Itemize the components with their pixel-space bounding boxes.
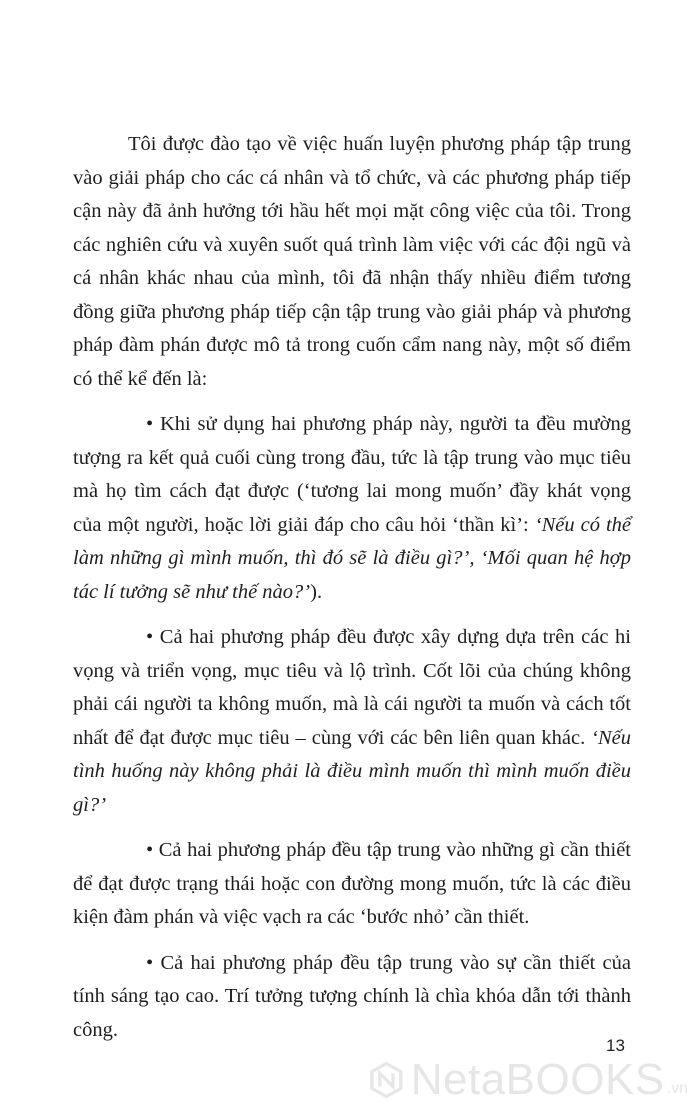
paragraph-intro: Tôi được đào tạo về việc huấn luyện phương pháp tập trung vào giải pháp cho các cá nhân và tổ chức, và các phương pháp tiếp cận này đã ảnh hưởng tới hầu hết mọi mặt công việc của tôi. Trong các nghiên cứu và xuyên suốt quá trình làm việc với các đội ngũ và cá nhân khác nhau của mình, tôi đã nhận thấy nhiều điểm tương đồng giữa phương pháp tiếp cận tập trung vào giải pháp và phương pháp đàm phán được mô tả trong cuốn cẩm nang này, một số điểm có thể kể đến là: [73,133,631,390]
bullet-2-italic-quote: ‘Nếu tình huống này không phải là điều mình muốn thì mình muốn điều gì?’ [73,726,631,816]
bullet-1-italic-quote: ‘Nếu có thể làm những gì mình muốn, thì đó sẽ là điều gì?’, ‘Mối quan hệ hợp tác lí tưởng sẽ như thế nào?’ [73,513,631,603]
bullet-paragraph-3: • Cả hai phương pháp đều tập trung vào những gì cần thiết để đạt được trạng thái hoặc con đường mong muốn, tức là các điều kiện đàm phán và việc vạch ra các ‘bước nhỏ’ cần thiết. [73,839,631,928]
bullet-1-tail: ). [310,580,323,603]
watermark [368,1050,688,1110]
page-body [73,128,631,1059]
netabooks-logo-icon [368,1052,405,1108]
bullet-paragraph-4: • Cả hai phương pháp đều tập trung vào sự cần thiết của tính sáng tạo cao. Trí tưởng tượng chính là chìa khóa dẫn tới thành công. [73,951,631,1041]
bullet-paragraph-2 [73,621,631,822]
bullet-1-text: • Khi sử dụng hai phương pháp này, người ta đều mường tượng ra kết quả cuối cùng trong đầu, tức là tập trung vào mục tiêu mà họ tìm cách đạt được (‘tương lai mong muốn’ đầy khát vọng của một người, hoặc lời giải đáp cho câu hỏi ‘thần kì’: [73,413,631,536]
bullet-2-text: • Cả hai phương pháp đều được xây dựng dựa trên các hi vọng và triển vọng, mục tiêu và lộ trình. Cốt lõi của chúng không phải cái người ta không muốn, mà là cái người ta muốn và cách tốt nhất để đạt được mục tiêu – cùng với các bên liên quan khác. [73,626,631,749]
watermark-text: NetaBOOKS [410,1055,665,1104]
page-number: 13 [606,1036,625,1055]
watermark-suffix: .vn [666,1080,688,1097]
bullet-paragraph-1 [73,408,631,609]
